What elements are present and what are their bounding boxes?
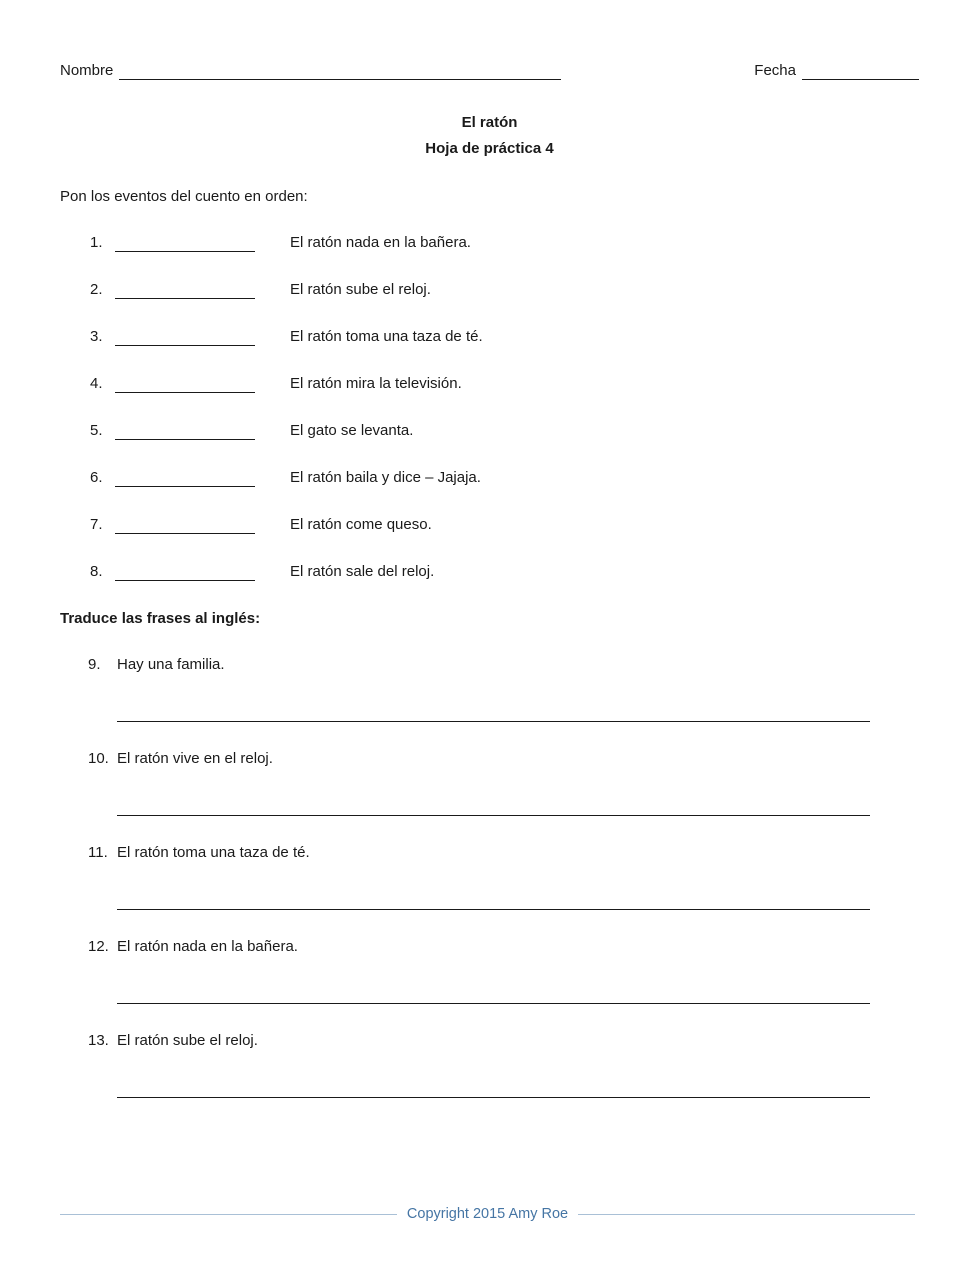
item-number: 4. [90,375,103,392]
order-blank-line [115,377,255,393]
order-item [60,375,919,393]
item-number: 5. [90,422,103,439]
order-item [60,328,919,346]
order-blank-line [115,471,255,487]
translate-item [60,938,919,1004]
item-number: 2. [90,281,103,298]
order-list [60,234,919,581]
date-field [754,62,919,80]
item-sentence: El ratón toma una taza de té. [290,328,483,345]
footer-rule-left [60,1214,397,1215]
date-blank-line [802,64,919,80]
order-item [60,234,919,252]
item-number: 11. [88,844,108,861]
copyright-text: Copyright 2015 Amy Roe [406,1206,569,1222]
name-field [60,62,561,80]
answer-blank-line [117,815,870,816]
header-row [60,62,919,80]
item-number: 10. [88,750,109,767]
order-blank-line [115,424,255,440]
item-number: 12. [88,938,109,955]
order-blank-line [115,518,255,534]
item-number: 8. [90,563,103,580]
translate-list [60,656,919,1098]
date-label: Fecha [754,62,796,79]
answer-blank-line [117,721,870,722]
item-sentence: El ratón baila y dice – Jajaja. [290,469,481,486]
translate-item [60,656,919,722]
question-row [60,656,919,674]
footer [60,1206,915,1223]
item-sentence: El ratón sale del reloj. [290,563,435,580]
name-blank-line [119,64,561,80]
translate-instruction: Traduce las frases al inglés: [60,610,261,627]
item-sentence: El ratón vive en el reloj. [117,750,273,767]
order-instruction: Pon los eventos del cuento en orden: [60,188,308,205]
order-blank-line [115,283,255,299]
footer-rule-right [578,1214,915,1215]
order-item [60,281,919,299]
order-item [60,469,919,487]
name-label: Nombre [60,62,114,79]
title-block [60,110,919,162]
question-row [60,938,919,956]
answer-blank-line [117,1097,870,1098]
translate-item [60,750,919,816]
item-sentence: El gato se levanta. [290,422,414,439]
item-number: 1. [90,234,103,251]
worksheet-subtitle: Hoja de práctica 4 [425,140,554,157]
item-sentence: El ratón sube el reloj. [290,281,431,298]
answer-blank-line [117,909,870,910]
order-blank-line [115,565,255,581]
order-item [60,516,919,534]
item-number: 7. [90,516,103,533]
item-number: 9. [88,656,101,673]
question-row [60,750,919,768]
item-sentence: El ratón toma una taza de té. [117,844,310,861]
item-number: 13. [88,1032,109,1049]
translate-item [60,1032,919,1098]
item-number: 6. [90,469,103,486]
order-item [60,422,919,440]
item-sentence: Hay una familia. [117,656,225,673]
question-row [60,844,919,862]
order-item [60,563,919,581]
translate-item [60,844,919,910]
worksheet-title: El ratón [461,114,518,131]
answer-blank-line [117,1003,870,1004]
item-number: 3. [90,328,103,345]
order-blank-line [115,236,255,252]
item-sentence: El ratón nada en la bañera. [117,938,298,955]
order-blank-line [115,330,255,346]
item-sentence: El ratón nada en la bañera. [290,234,471,251]
item-sentence: El ratón mira la televisión. [290,375,462,392]
item-sentence: El ratón sube el reloj. [117,1032,258,1049]
item-sentence: El ratón come queso. [290,516,432,533]
question-row [60,1032,919,1050]
